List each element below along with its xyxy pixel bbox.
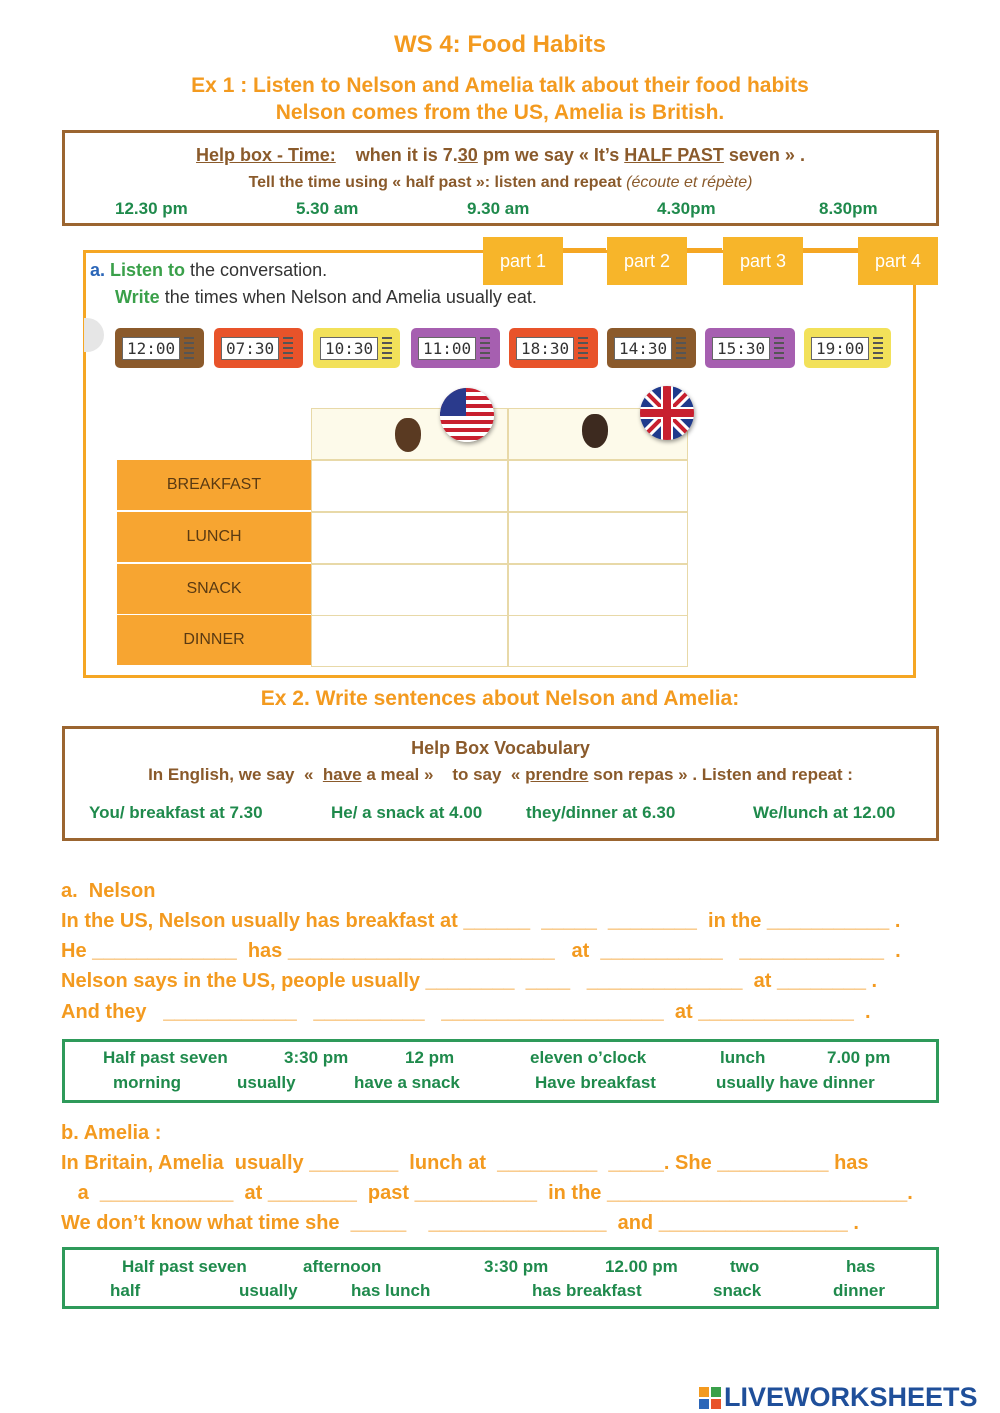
- word-chip[interactable]: two: [730, 1257, 760, 1276]
- word-chip[interactable]: eleven o’clock: [530, 1048, 647, 1067]
- nelson-avatar: [395, 418, 421, 452]
- clock-time: 10:30: [320, 337, 378, 360]
- listen-word: Listen to: [110, 260, 186, 280]
- word-chip[interactable]: dinner: [833, 1281, 885, 1300]
- clock-2: [214, 328, 303, 368]
- amelia-sentence-1[interactable]: In Britain, Amelia usually ________ lunch at _________ _____. She __________ has: [61, 1152, 869, 1174]
- nelson-word-bank: [62, 1039, 939, 1103]
- answer-cell-amelia[interactable]: [508, 615, 688, 667]
- clock-7: [705, 328, 795, 368]
- clock-speaker-icon: [873, 337, 883, 359]
- vocab-prendre: prendre: [525, 765, 589, 784]
- vocab-example: We/lunch at 12.00: [753, 803, 896, 822]
- answer-cell-amelia[interactable]: [508, 512, 688, 564]
- vocab-example: You/ breakfast at 7.30: [89, 803, 263, 822]
- answer-cell-amelia[interactable]: [508, 460, 688, 512]
- vocab-part: In English, we say «: [148, 765, 323, 784]
- clock-5: [509, 328, 598, 368]
- vocab-part: son repas » . Listen and repeat :: [588, 765, 853, 784]
- clock-time: 07:30: [221, 337, 279, 360]
- sentence-part: pm we say « It’s: [477, 145, 625, 165]
- time-example: 4.30pm: [657, 199, 716, 218]
- answer-cell-nelson[interactable]: [311, 564, 508, 616]
- word-chip[interactable]: 7.00 pm: [827, 1048, 891, 1067]
- vocab-sentence: [65, 765, 936, 785]
- logo-text: LIVEWORKSHEETS: [724, 1382, 978, 1412]
- clock-speaker-icon: [480, 337, 490, 359]
- word-chip[interactable]: has breakfast: [532, 1281, 642, 1300]
- answer-cell-nelson[interactable]: [311, 460, 508, 512]
- word-chip[interactable]: have a snack: [354, 1073, 460, 1092]
- time-example: 5.30 am: [296, 199, 359, 218]
- sentence-part: seven » .: [723, 145, 805, 165]
- clock-time: 18:30: [516, 337, 574, 360]
- time-example: 8.30pm: [819, 199, 878, 218]
- amelia-avatar: [582, 414, 608, 448]
- us-flag-icon: [440, 388, 494, 442]
- clock-1: [115, 328, 204, 368]
- nelson-sentence-1[interactable]: In the US, Nelson usually has breakfast at ______ _____ ________ in the ___________ .: [61, 910, 901, 932]
- word-chip[interactable]: half: [110, 1281, 141, 1300]
- help-box-vocabulary: [62, 726, 939, 841]
- lesson-instruction-write: [115, 287, 537, 308]
- lesson-label: a.: [90, 260, 106, 280]
- word-chip[interactable]: snack: [713, 1281, 762, 1300]
- ex2-title: Ex 2. Write sentences about Nelson and Amelia:: [260, 687, 740, 710]
- sentence-part: when it is 7.: [355, 145, 458, 165]
- meal-label: LUNCH: [117, 512, 311, 564]
- amelia-heading: b. Amelia :: [61, 1122, 162, 1144]
- word-chip[interactable]: morning: [113, 1073, 181, 1092]
- word-chip[interactable]: usually have dinner: [716, 1073, 875, 1092]
- part-1-button[interactable]: part 1: [483, 237, 563, 285]
- word-chip[interactable]: Half past seven: [122, 1257, 247, 1276]
- help-box-label: Help box - Time:: [196, 145, 336, 165]
- part-connector: [687, 248, 722, 251]
- clock-time: 15:30: [712, 337, 770, 360]
- ex1-context: Nelson comes from the US, Amelia is British.: [275, 101, 725, 124]
- vocab-have: have: [322, 765, 362, 784]
- amelia-word-bank: [62, 1247, 939, 1309]
- help-box-time: [62, 130, 939, 226]
- answer-cell-nelson[interactable]: [311, 512, 508, 564]
- help-box-sentence: [65, 145, 936, 166]
- clock-3: [313, 328, 400, 368]
- lesson-instruction-listen: [90, 260, 327, 281]
- clock-8: [804, 328, 891, 368]
- vocab-title: Help Box Vocabulary: [411, 738, 590, 758]
- clock-speaker-icon: [184, 337, 194, 359]
- ex1-instruction: Ex 1 : Listen to Nelson and Amelia talk about their food habits: [191, 74, 809, 97]
- amelia-sentence-3[interactable]: We don’t know what time she _____ ________________ and _________________ .: [61, 1212, 859, 1234]
- word-chip[interactable]: usually: [237, 1073, 296, 1092]
- clock-speaker-icon: [578, 337, 588, 359]
- word-chip[interactable]: 12 pm: [405, 1048, 455, 1067]
- instruction-text: Tell the time using « half past »: listen and repeat: [248, 174, 622, 191]
- vocab-example: they/dinner at 6.30: [526, 803, 676, 822]
- word-chip[interactable]: usually: [239, 1281, 298, 1300]
- liveworksheets-logo: [699, 1382, 978, 1413]
- write-word: Write: [115, 287, 160, 307]
- word-chip[interactable]: Have breakfast: [535, 1073, 656, 1092]
- part-connector: [563, 248, 606, 251]
- part-connector: [803, 248, 858, 251]
- time-example: 9.30 am: [467, 199, 530, 218]
- nelson-heading: a. Nelson: [61, 880, 156, 902]
- time-example: 12.30 pm: [115, 199, 188, 218]
- answer-cell-nelson[interactable]: [311, 615, 508, 667]
- word-chip[interactable]: has: [846, 1257, 876, 1276]
- nelson-sentence-2[interactable]: He _____________ has ________________________ at ___________ _____________ .: [61, 940, 901, 962]
- sentence-part: 30: [457, 145, 478, 165]
- meal-label: SNACK: [117, 564, 311, 616]
- nelson-sentence-4[interactable]: And they ____________ __________ ____________________ at ______________ .: [61, 1001, 871, 1023]
- clock-speaker-icon: [283, 337, 293, 359]
- clock-time: 12:00: [122, 337, 180, 360]
- meal-label: BREAKFAST: [117, 460, 311, 512]
- meal-label: DINNER: [117, 615, 311, 667]
- word-chip[interactable]: 3:30 pm: [284, 1048, 349, 1067]
- sentence-part: HALF PAST: [624, 145, 724, 165]
- clock-speaker-icon: [676, 337, 686, 359]
- clock-6: [607, 328, 696, 368]
- part-2-button[interactable]: part 2: [607, 237, 687, 285]
- instruction-french: (écoute et répète): [626, 174, 753, 191]
- clock-time: 14:30: [614, 337, 672, 360]
- uk-flag-icon: [640, 386, 694, 440]
- vocab-part: a meal » to say «: [361, 765, 526, 784]
- write-rest: the times when Nelson and Amelia usually eat.: [159, 287, 537, 307]
- help-box-instruction: [65, 174, 936, 192]
- answer-cell-amelia[interactable]: [508, 564, 688, 616]
- word-chip[interactable]: afternoon: [303, 1257, 382, 1276]
- clock-time: 19:00: [811, 337, 869, 360]
- part-3-button[interactable]: part 3: [723, 237, 803, 285]
- clock-time: 11:00: [418, 337, 476, 360]
- word-chip[interactable]: 12.00 pm: [605, 1257, 678, 1276]
- amelia-sentence-2[interactable]: a ____________ at ________ past ___________ in the ___________________________.: [61, 1182, 913, 1204]
- word-chip[interactable]: lunch: [720, 1048, 766, 1067]
- clock-4: [411, 328, 500, 368]
- listen-rest: the conversation.: [185, 260, 328, 280]
- clock-speaker-icon: [774, 337, 784, 359]
- word-chip[interactable]: has lunch: [351, 1281, 431, 1300]
- page-title: WS 4: Food Habits: [394, 31, 606, 58]
- logo-mark-icon: [699, 1387, 721, 1409]
- vocab-example: He/ a snack at 4.00: [331, 803, 483, 822]
- clock-speaker-icon: [382, 337, 392, 359]
- nelson-sentence-3[interactable]: Nelson says in the US, people usually ________ ____ ______________ at ________ .: [61, 970, 878, 992]
- word-chip[interactable]: Half past seven: [103, 1048, 228, 1067]
- part-4-button[interactable]: part 4: [858, 237, 938, 285]
- word-chip[interactable]: 3:30 pm: [484, 1257, 549, 1276]
